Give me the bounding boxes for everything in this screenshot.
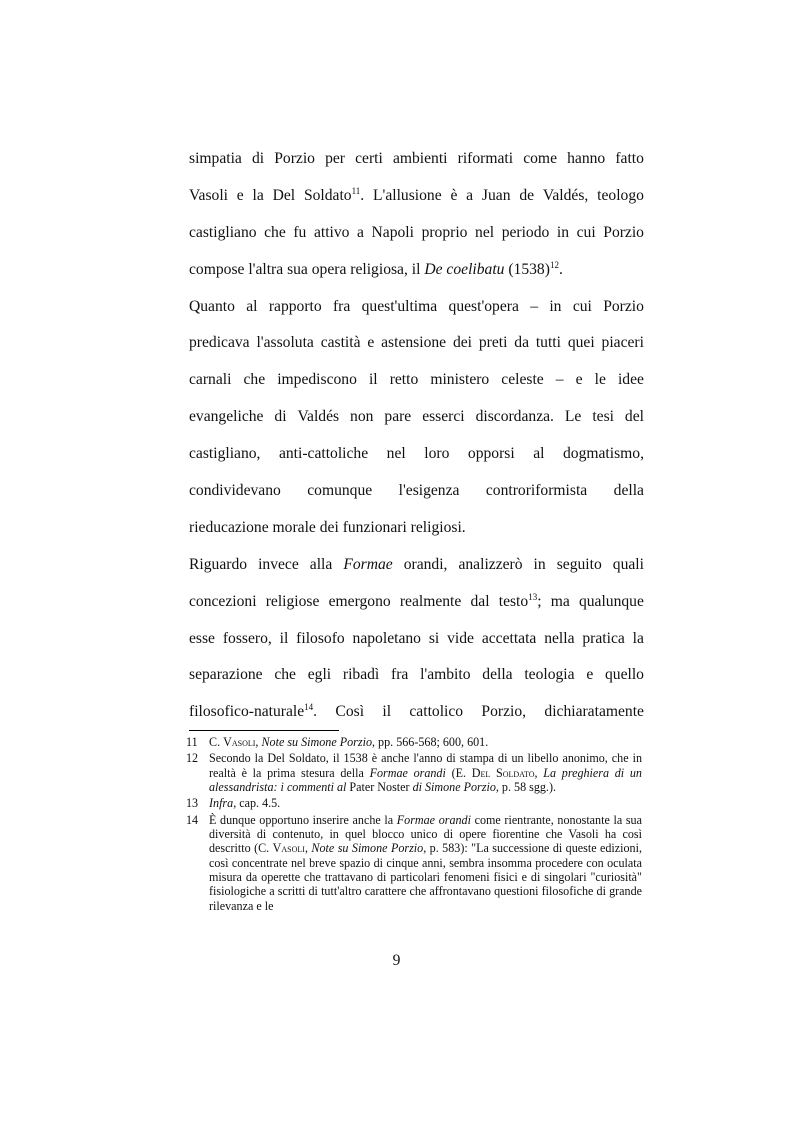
body-line: simpatia di Porzio per certi ambienti riformati come hanno fatto	[189, 150, 644, 167]
body-line: concezioni religiose emergono realmente dal testo$^{13}$; ma qualunque	[189, 591, 644, 610]
page-number: 9	[392, 952, 401, 969]
footnote-number: 11	[186, 735, 198, 749]
body-line: Vasoli e la Del Soldato$^{11}$. L'allusione è a Juan de Valdés, teologo	[189, 185, 644, 204]
body-line: carnali che impediscono il retto ministero celeste – e le idee	[189, 371, 644, 389]
body-line: condividevano comunque l'esigenza controriformista della	[189, 482, 644, 500]
footnote-14	[186, 812, 642, 913]
body-line: predicava l'assoluta castità e astensione dei preti da tutti quei piaceri	[189, 334, 644, 352]
body-line: castigliano che fu attivo a Napoli proprio nel periodo in cui Porzio	[189, 223, 644, 241]
body-line: esse fossero, il filosofo napoletano si vide accettata nella pratica la	[189, 629, 644, 647]
footnote-13	[186, 796, 642, 811]
footnote-number: 13	[186, 796, 199, 811]
body-line: filosofico-naturale$^{14}$. Così il cattolico Porzio, dichiaratamente	[189, 702, 644, 721]
footnote-number: 14	[186, 812, 199, 827]
footnotes	[186, 735, 642, 915]
footnote-12	[186, 751, 642, 795]
body-line: compose l'altra sua opera religiosa, il De coelibatu $(1538)^{12}$.	[189, 259, 563, 278]
body-text	[189, 141, 644, 731]
footnote-text: C. Vasoli, Note su Simone Porzio, pp. 566-568; 600, 601.	[209, 735, 489, 749]
body-line: castigliano, anti-cattoliche nel loro opporsi al dogmatismo,	[189, 445, 644, 463]
footnote-11	[186, 735, 642, 749]
body-line: Riguardo invece alla Formae orandi, analizzerò in seguito quali	[189, 555, 644, 573]
body-line: rieducazione morale dei funzionari religiosi.	[189, 518, 466, 536]
body-line: Quanto al rapporto fra quest'ultima quest'opera – in cui Porzio	[189, 297, 644, 315]
footnote-text: Infra, cap. 4.5.	[209, 796, 281, 811]
footnote-separator	[189, 730, 339, 731]
body-line: evangeliche di Valdés non pare esserci discordanza. Le tesi del	[189, 408, 644, 426]
footnote-number: 12	[186, 751, 199, 766]
body-line: separazione che egli ribadì fra l'ambito della teologia e quello	[189, 666, 644, 684]
footnote-text: È dunque opportuno inserire anche la Formae orandi come rientrante, nonostante la sua diversità di contenuto, in quel blocco unico di opere fiorentine che Vasoli ha così descritto (C. Vasoli, Note su Simone Porzio, p. 583): "La successione di queste edizioni, così concentrate nel breve spazio di cinque anni, sembra insomma procedere con oculata misura da operette che trattavano di particolari fenomeni fisici e di singolari "curiosità" fisiologiche a scritti di tutt'altro carattere che affrontavano questioni filosofiche di grande rilevanza e le	[209, 812, 642, 913]
footnote-text: Secondo la Del Soldato, il 1538 è anche l'anno di stampa di un libello anonimo, che in realtà è la prima stesura della Formae orandi (E. Del Soldato, La preghiera di un alessandrista: i commenti al Pater Noster di Simone Porzio, p. 58 sgg.).	[209, 751, 642, 795]
